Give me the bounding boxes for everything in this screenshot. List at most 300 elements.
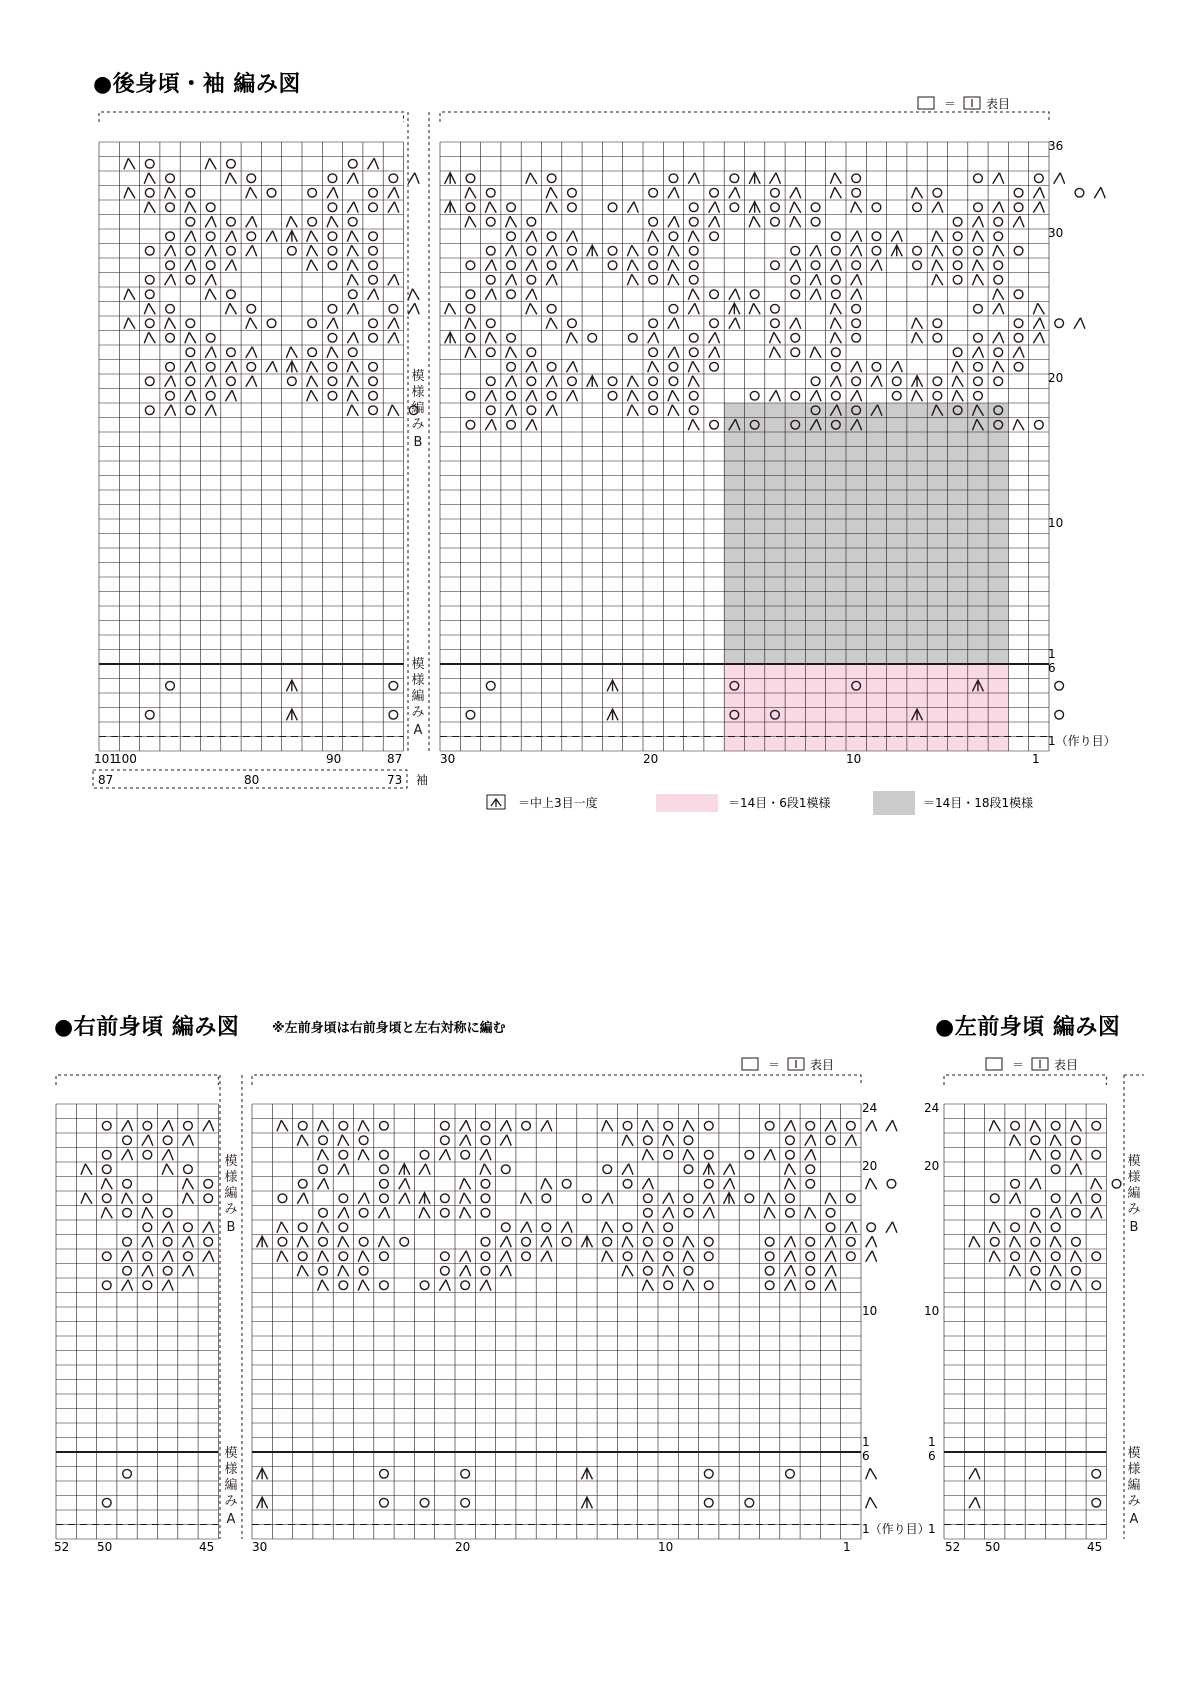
yarn-over-symbol — [441, 1208, 450, 1217]
yarn-over-symbol — [1112, 1179, 1121, 1188]
k2tog-left-symbol — [485, 390, 496, 401]
yarn-over-symbol — [461, 1150, 470, 1159]
k2tog-left-symbol — [526, 419, 537, 430]
yarn-over-symbol — [486, 681, 495, 690]
yarn-over-symbol — [359, 1266, 368, 1275]
k2tog-left-symbol — [932, 202, 943, 213]
yarn-over-symbol — [507, 333, 516, 342]
yarn-over-symbol — [420, 1498, 429, 1507]
yarn-over-symbol — [522, 1121, 531, 1130]
yarn-over-symbol — [206, 203, 215, 212]
k2tog-right-symbol — [506, 347, 517, 358]
k2tog-left-symbol — [709, 347, 720, 358]
k2tog-left-symbol — [886, 1120, 897, 1131]
k2tog-right-symbol — [602, 1251, 613, 1262]
k2tog-right-symbol — [144, 173, 155, 184]
k2tog-right-symbol — [627, 405, 638, 416]
k2tog-left-symbol — [1030, 1178, 1041, 1189]
k2tog-left-symbol — [1033, 202, 1044, 213]
sk2po-symbol — [257, 1497, 268, 1508]
yarn-over-symbol — [684, 1136, 693, 1145]
k2tog-right-symbol — [347, 376, 358, 387]
yarn-over-symbol — [380, 1281, 389, 1290]
k2tog-right-symbol — [408, 289, 419, 300]
k2tog-left-symbol — [246, 376, 257, 387]
yarn-over-symbol — [547, 391, 556, 400]
k2tog-right-symbol — [749, 216, 760, 227]
pattern-label-char: 編 — [411, 401, 425, 416]
pattern-label-char: 編 — [1127, 1478, 1141, 1493]
sk2po-symbol — [587, 376, 598, 387]
back-key-label: 表目 — [986, 97, 1011, 111]
k2tog-right-symbol — [830, 187, 841, 198]
pattern-label-char: A — [226, 1512, 236, 1527]
yarn-over-symbol — [186, 275, 195, 284]
k2tog-left-symbol — [969, 1497, 980, 1508]
yarn-over-symbol — [247, 232, 256, 241]
sk2po-symbol — [607, 680, 618, 691]
k2tog-left-symbol — [866, 1120, 877, 1131]
k2tog-right-symbol — [165, 187, 176, 198]
k2tog-right-symbol — [972, 231, 983, 242]
yarn-over-symbol — [710, 319, 719, 328]
yarn-over-symbol — [771, 319, 780, 328]
yarn-over-symbol — [507, 362, 516, 371]
svg-text:6: 6 — [862, 1449, 870, 1463]
yarn-over-symbol — [481, 1194, 490, 1203]
yarn-over-symbol — [369, 188, 378, 197]
yarn-over-symbol — [1055, 319, 1064, 328]
k2tog-right-symbol — [225, 173, 236, 184]
k2tog-right-symbol — [989, 1222, 1000, 1233]
k2tog-left-symbol — [541, 1236, 552, 1247]
pattern-label-char: 編 — [411, 689, 425, 704]
yarn-over-symbol — [765, 1237, 774, 1246]
yarn-over-symbol — [664, 1223, 673, 1232]
k2tog-left-symbol — [388, 202, 399, 213]
yarn-over-symbol — [267, 319, 276, 328]
yarn-over-symbol — [507, 420, 516, 429]
yarn-over-symbol — [369, 246, 378, 255]
k2tog-left-symbol — [266, 231, 277, 242]
vertical-pattern-label — [1130, 1220, 1139, 1235]
k2tog-right-symbol — [1033, 303, 1044, 314]
k2tog-right-symbol — [347, 260, 358, 271]
yarn-over-symbol — [852, 333, 861, 342]
k2tog-left-symbol — [561, 1222, 572, 1233]
k2tog-right-symbol — [1050, 1265, 1061, 1276]
yarn-over-symbol — [400, 1237, 409, 1246]
sk2po-symbol — [286, 680, 297, 691]
yarn-over-symbol — [791, 391, 800, 400]
yarn-over-symbol — [542, 1223, 551, 1232]
yarn-over-symbol — [328, 333, 337, 342]
k2tog-right-symbol — [318, 1222, 329, 1233]
yarn-over-symbol — [644, 1208, 653, 1217]
left-front-row-labels — [924, 1101, 939, 1536]
k2tog-left-symbol — [358, 1193, 369, 1204]
k2tog-left-symbol — [648, 332, 659, 343]
k2tog-right-symbol — [1030, 1120, 1041, 1131]
k2tog-left-symbol — [769, 173, 780, 184]
blank-square-icon — [918, 97, 934, 109]
k2tog-left-symbol — [709, 216, 720, 227]
yarn-over-symbol — [184, 1252, 193, 1261]
k2tog-right-symbol — [805, 1207, 816, 1218]
svg-text:50: 50 — [985, 1540, 1001, 1554]
k2tog-right-symbol — [627, 376, 638, 387]
k2tog-right-symbol — [1030, 1149, 1041, 1160]
sk2po-symbol — [912, 376, 923, 387]
yarn-over-symbol — [143, 1194, 152, 1203]
yarn-over-symbol — [623, 1121, 632, 1130]
right-front-note: ※左前身頃は右前身頃と左右対称に編む — [272, 1021, 506, 1036]
yarn-over-symbol — [145, 406, 154, 415]
yarn-over-symbol — [369, 377, 378, 386]
k2tog-right-symbol — [358, 1280, 369, 1291]
k2tog-left-symbol — [851, 231, 862, 242]
k2tog-right-symbol — [993, 289, 1004, 300]
k2tog-right-symbol — [688, 376, 699, 387]
yarn-over-symbol — [481, 1121, 490, 1130]
yarn-over-symbol — [913, 261, 922, 270]
yarn-over-symbol — [974, 246, 983, 255]
yarn-over-symbol — [664, 1121, 673, 1130]
yarn-over-symbol — [420, 1150, 429, 1159]
yarn-over-symbol — [1051, 1223, 1060, 1232]
yarn-over-symbol — [791, 348, 800, 357]
k2tog-right-symbol — [307, 245, 318, 256]
yarn-over-symbol — [994, 275, 1003, 284]
yarn-over-symbol — [771, 203, 780, 212]
yarn-over-symbol — [562, 1179, 571, 1188]
vertical-pattern-label — [227, 1512, 236, 1527]
k2tog-left-symbol — [162, 1280, 173, 1291]
k2tog-left-symbol — [709, 202, 720, 213]
k2tog-left-symbol — [566, 361, 577, 372]
yarn-over-symbol — [339, 1281, 348, 1290]
yarn-over-symbol — [507, 203, 516, 212]
yarn-over-symbol — [369, 333, 378, 342]
k2tog-right-symbol — [124, 318, 135, 329]
svg-text:＝: ＝ — [1012, 1058, 1025, 1072]
k2tog-left-symbol — [566, 260, 577, 271]
k2tog-right-symbol — [307, 390, 318, 401]
pattern-label-char: 様 — [1127, 1462, 1141, 1477]
yarn-over-symbol — [892, 391, 901, 400]
sk2po-symbol — [257, 1468, 268, 1479]
yarn-over-symbol — [933, 333, 942, 342]
k2tog-right-symbol — [648, 361, 659, 372]
k2tog-left-symbol — [500, 1135, 511, 1146]
yarn-over-symbol — [481, 1266, 490, 1275]
k2tog-right-symbol — [932, 231, 943, 242]
k2tog-left-symbol — [602, 1193, 613, 1204]
yarn-over-symbol — [765, 1266, 774, 1275]
k2tog-left-symbol — [805, 1135, 816, 1146]
yarn-over-symbol — [348, 159, 357, 168]
k2tog-left-symbol — [825, 1251, 836, 1262]
k2tog-right-symbol — [668, 274, 679, 285]
k2tog-right-symbol — [465, 318, 476, 329]
k2tog-left-symbol — [830, 260, 841, 271]
yarn-over-symbol — [710, 188, 719, 197]
k2tog-left-symbol — [703, 1207, 714, 1218]
yarn-over-symbol — [204, 1179, 213, 1188]
pattern-label-char: 編 — [1127, 1186, 1141, 1201]
yarn-over-symbol — [811, 203, 820, 212]
k2tog-right-symbol — [1070, 1280, 1081, 1291]
yarn-over-symbol — [339, 1150, 348, 1159]
k2tog-left-symbol — [162, 1120, 173, 1131]
k2tog-left-symbol — [810, 274, 821, 285]
k2tog-left-symbol — [993, 202, 1004, 213]
k2tog-left-symbol — [541, 1120, 552, 1131]
yarn-over-symbol — [145, 246, 154, 255]
k2tog-right-symbol — [1091, 1178, 1102, 1189]
yarn-over-symbol — [832, 275, 841, 284]
pattern-label-char: 様 — [411, 385, 425, 400]
back-col-labels — [94, 752, 1040, 766]
vertical-pattern-label — [224, 1445, 237, 1509]
k2tog-right-symbol — [546, 187, 557, 198]
yarn-over-symbol — [1092, 1150, 1101, 1159]
yarn-over-symbol — [649, 188, 658, 197]
left-front-title: ●左前身頃 編み図 — [935, 1015, 1121, 1040]
k2tog-left-symbol — [845, 1135, 856, 1146]
yarn-over-symbol — [507, 261, 516, 270]
yarn-over-symbol — [811, 377, 820, 386]
yarn-over-symbol — [527, 275, 536, 284]
yarn-over-symbol — [1011, 1179, 1020, 1188]
k2tog-left-symbol — [185, 361, 196, 372]
k2tog-right-symbol — [465, 347, 476, 358]
yarn-over-symbol — [832, 348, 841, 357]
k2tog-left-symbol — [891, 231, 902, 242]
k2tog-left-symbol — [526, 231, 537, 242]
yarn-over-symbol — [206, 333, 215, 342]
yarn-over-symbol — [466, 261, 475, 270]
k2tog-right-symbol — [972, 260, 983, 271]
k2tog-right-symbol — [1050, 1135, 1061, 1146]
yarn-over-symbol — [704, 1150, 713, 1159]
k2tog-right-symbol — [683, 1236, 694, 1247]
yarn-over-symbol — [826, 1136, 835, 1145]
svg-text:80: 80 — [244, 773, 260, 787]
k2tog-left-symbol — [729, 187, 740, 198]
yarn-over-symbol — [163, 1266, 172, 1275]
yarn-over-symbol — [806, 1281, 815, 1290]
vertical-pattern-label — [1127, 1445, 1140, 1509]
yarn-over-symbol — [298, 1223, 307, 1232]
yarn-over-symbol — [608, 391, 617, 400]
k2tog-right-symbol — [101, 1178, 112, 1189]
sk2po-symbol — [286, 231, 297, 242]
sk2po-symbol — [445, 332, 456, 343]
yarn-over-symbol — [466, 333, 475, 342]
k2tog-left-symbol — [142, 1265, 153, 1276]
yarn-over-symbol — [852, 319, 861, 328]
k2tog-left-symbol — [972, 216, 983, 227]
k2tog-right-symbol — [764, 1207, 775, 1218]
k2tog-right-symbol — [749, 303, 760, 314]
yarn-over-symbol — [1092, 1252, 1101, 1261]
yarn-over-symbol — [826, 1223, 835, 1232]
yarn-over-symbol — [288, 377, 297, 386]
k2tog-left-symbol — [122, 1120, 133, 1131]
k2tog-right-symbol — [642, 1251, 653, 1262]
yarn-over-symbol — [669, 304, 678, 313]
yarn-over-symbol — [684, 1194, 693, 1203]
yarn-over-symbol — [369, 362, 378, 371]
right-front-col-labels — [54, 1540, 851, 1554]
k2tog-right-symbol — [668, 405, 679, 416]
yarn-over-symbol — [892, 377, 901, 386]
svg-text:10: 10 — [924, 1304, 940, 1318]
yarn-over-symbol — [501, 1223, 510, 1232]
k2tog-left-symbol — [399, 1178, 410, 1189]
legend-sk2po: ＝中上3目一度 — [518, 796, 598, 810]
k2tog-left-symbol — [460, 1265, 471, 1276]
yarn-over-symbol — [664, 1237, 673, 1246]
k2tog-left-symbol — [338, 1207, 349, 1218]
svg-text:10: 10 — [1048, 516, 1064, 530]
yarn-over-symbol — [1014, 246, 1023, 255]
pattern-label-char: 模 — [1127, 1154, 1141, 1169]
sk2po-symbol — [749, 173, 760, 184]
yarn-over-symbol — [608, 246, 617, 255]
yarn-over-symbol — [867, 1223, 876, 1232]
yarn-over-symbol — [791, 333, 800, 342]
k2tog-left-symbol — [165, 376, 176, 387]
svg-text:36: 36 — [1048, 139, 1064, 153]
k2tog-right-symbol — [1050, 1236, 1061, 1247]
k2tog-left-symbol — [830, 376, 841, 387]
k2tog-left-symbol — [969, 1468, 980, 1479]
k2tog-right-symbol — [307, 231, 318, 242]
yarn-over-symbol — [669, 232, 678, 241]
k2tog-left-symbol — [709, 332, 720, 343]
yarn-over-symbol — [791, 275, 800, 284]
k2tog-right-symbol — [246, 318, 257, 329]
yarn-over-symbol — [1011, 1121, 1020, 1130]
svg-text:＝: ＝ — [944, 97, 957, 111]
k2tog-right-symbol — [182, 1193, 193, 1204]
svg-text:87: 87 — [387, 752, 403, 766]
svg-text:45: 45 — [199, 1540, 215, 1554]
yarn-over-symbol — [568, 377, 577, 386]
sk2po-symbol — [581, 1497, 592, 1508]
yarn-over-symbol — [466, 710, 475, 719]
yarn-over-symbol — [163, 1136, 172, 1145]
yarn-over-symbol — [145, 290, 154, 299]
yarn-over-symbol — [547, 304, 556, 313]
yarn-over-symbol — [308, 348, 317, 357]
yarn-over-symbol — [730, 174, 739, 183]
k2tog-right-symbol — [338, 1265, 349, 1276]
k2tog-left-symbol — [546, 245, 557, 256]
k2tog-left-symbol — [866, 1251, 877, 1262]
yarn-over-symbol — [369, 203, 378, 212]
yarn-over-symbol — [852, 188, 861, 197]
chart-legend — [487, 791, 1033, 815]
k2tog-right-symbol — [627, 260, 638, 271]
yarn-over-symbol — [339, 1223, 348, 1232]
yarn-over-symbol — [298, 1179, 307, 1188]
k2tog-right-symbol — [912, 390, 923, 401]
yarn-over-symbol — [389, 174, 398, 183]
yarn-over-symbol — [145, 710, 154, 719]
k2tog-left-symbol — [205, 405, 216, 416]
yarn-over-symbol — [380, 1150, 389, 1159]
k2tog-right-symbol — [912, 187, 923, 198]
yarn-over-symbol — [441, 1194, 450, 1203]
vertical-pattern-label — [1130, 1512, 1139, 1527]
k2tog-right-symbol — [668, 390, 679, 401]
k2tog-left-symbol — [225, 260, 236, 271]
k2tog-left-symbol — [688, 173, 699, 184]
yarn-over-symbol — [608, 203, 617, 212]
yarn-over-symbol — [1051, 1194, 1060, 1203]
k2tog-right-symbol — [952, 390, 963, 401]
k2tog-left-symbol — [246, 245, 257, 256]
yarn-over-symbol — [704, 1179, 713, 1188]
k2tog-left-symbol — [784, 1120, 795, 1131]
yarn-over-symbol — [298, 1121, 307, 1130]
pattern-label-char: み — [224, 1202, 238, 1217]
k2tog-right-symbol — [358, 1120, 369, 1131]
k2tog-left-symbol — [810, 245, 821, 256]
yarn-over-symbol — [123, 1136, 132, 1145]
yarn-over-symbol — [348, 290, 357, 299]
yarn-over-symbol — [359, 1208, 368, 1217]
k2tog-right-symbol — [246, 187, 257, 198]
svg-text:52: 52 — [54, 1540, 70, 1554]
k2tog-right-symbol — [297, 1236, 308, 1247]
k2tog-right-symbol — [668, 260, 679, 271]
k2tog-right-symbol — [663, 1265, 674, 1276]
k2tog-right-symbol — [506, 216, 517, 227]
k2tog-right-symbol — [688, 231, 699, 242]
k2tog-left-symbol — [790, 187, 801, 198]
yarn-over-symbol — [974, 333, 983, 342]
k2tog-right-symbol — [830, 303, 841, 314]
yarn-over-symbol — [603, 1165, 612, 1174]
k2tog-right-symbol — [912, 318, 923, 329]
sk2po-symbol — [724, 1193, 735, 1204]
decorations — [56, 112, 1144, 1539]
pattern-label-char: み — [1127, 1494, 1141, 1509]
yarn-over-symbol — [689, 391, 698, 400]
k2tog-right-symbol — [642, 1120, 653, 1131]
yarn-over-symbol — [872, 362, 881, 371]
k2tog-left-symbol — [388, 187, 399, 198]
svg-text:袖: 袖 — [416, 773, 429, 787]
k2tog-left-symbol — [506, 274, 517, 285]
yarn-over-symbol — [328, 232, 337, 241]
k2tog-left-symbol — [1050, 1207, 1061, 1218]
yarn-over-symbol — [791, 246, 800, 255]
yarn-over-symbol — [704, 1469, 713, 1478]
yarn-over-symbol — [994, 348, 1003, 357]
yarn-over-symbol — [522, 1237, 531, 1246]
yarn-over-symbol — [710, 362, 719, 371]
right-front-key — [742, 1058, 834, 1072]
yarn-over-symbol — [123, 1208, 132, 1217]
k2tog-left-symbol — [378, 1207, 389, 1218]
k2tog-left-symbol — [388, 332, 399, 343]
k2tog-left-symbol — [205, 216, 216, 227]
